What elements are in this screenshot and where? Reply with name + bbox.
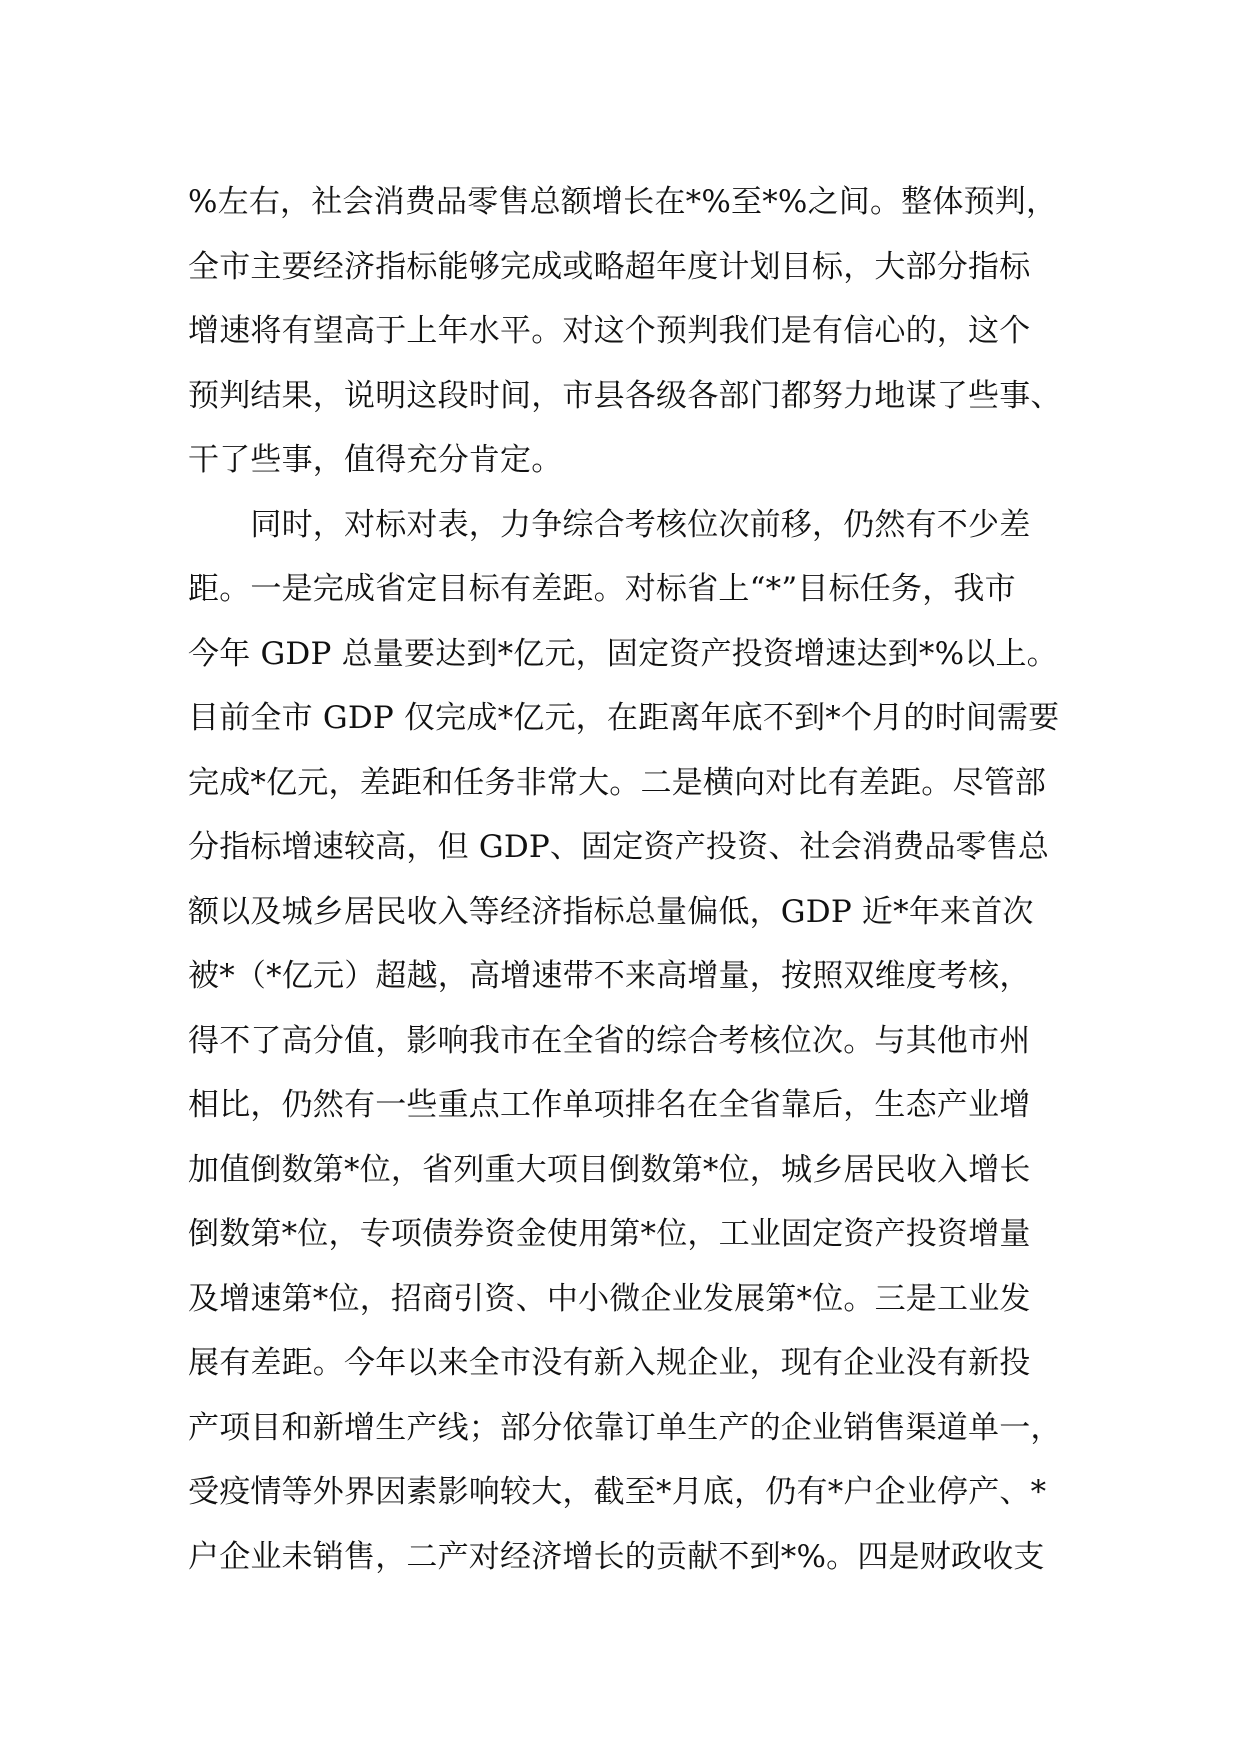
text-line-4: 预判结果，说明这段时间，市县各级各部门都努力地谋了些事、 [188, 377, 1062, 414]
text-line-7: 距。一是完成省定目标有差距。对标省上“*”目标任务，我市 [188, 571, 1016, 607]
text-line-6: 同时，对标对表，力争综合考核位次前移，仍然有不少差 [188, 506, 1031, 543]
text-line-17: 倒数第*位，专项债券资金使用第*位，工业固定资产投资增量 [188, 1216, 1031, 1252]
text-line-22: 户企业未销售，二产对经济增长的贡献不到*%。四是财政收支 [188, 1538, 1045, 1575]
text-line-13: 被*（*亿元）超越，高增速带不来高增量，按照双维度考核， [188, 958, 1031, 994]
text-line-18: 及增速第*位，招商引资、中小微企业发展第*位。三是工业发 [188, 1280, 1031, 1317]
text-line-14: 得不了高分值，影响我市在全省的综合考核位次。与其他市州 [188, 1022, 1031, 1059]
text-line-21: 受疫情等外界因素影响较大，截至*月底，仍有*户企业停产、* [188, 1474, 1047, 1510]
text-line-3: 增速将有望高于上年水平。对这个预判我们是有信心的，这个 [188, 313, 1031, 349]
text-line-16: 加值倒数第*位，省列重大项目倒数第*位，城乡居民收入增长 [188, 1151, 1031, 1188]
text-line-8: 今年 GDP 总量要达到*亿元，固定资产投资增速达到*%以上。 [188, 635, 1058, 672]
text-line-12: 额以及城乡居民收入等经济指标总量偏低，GDP 近*年来首次 [188, 893, 1034, 930]
text-line-1: %左右，社会消费品零售总额增长在*%至*%之间。整体预判， [188, 184, 1058, 220]
body-text [188, 170, 1078, 1589]
text-line-2: 全市主要经济指标能够完成或略超年度计划目标，大部分指标 [188, 248, 1031, 285]
text-line-5: 干了些事，值得充分肯定。 [188, 442, 563, 478]
text-line-19: 展有差距。今年以来全市没有新入规企业，现有企业没有新投 [188, 1345, 1031, 1381]
text-line-10: 完成*亿元，差距和任务非常大。二是横向对比有差距。尽管部 [188, 764, 1047, 801]
text-line-11: 分指标增速较高，但 GDP、固定资产投资、社会消费品零售总 [188, 829, 1050, 865]
text-line-20: 产项目和新增生产线；部分依靠订单生产的企业销售渠道单一， [188, 1409, 1062, 1446]
text-line-15: 相比，仍然有一些重点工作单项排名在全省靠后，生态产业增 [188, 1087, 1031, 1123]
text-line-9: 目前全市 GDP 仅完成*亿元，在距离年底不到*个月的时间需要 [188, 700, 1060, 736]
